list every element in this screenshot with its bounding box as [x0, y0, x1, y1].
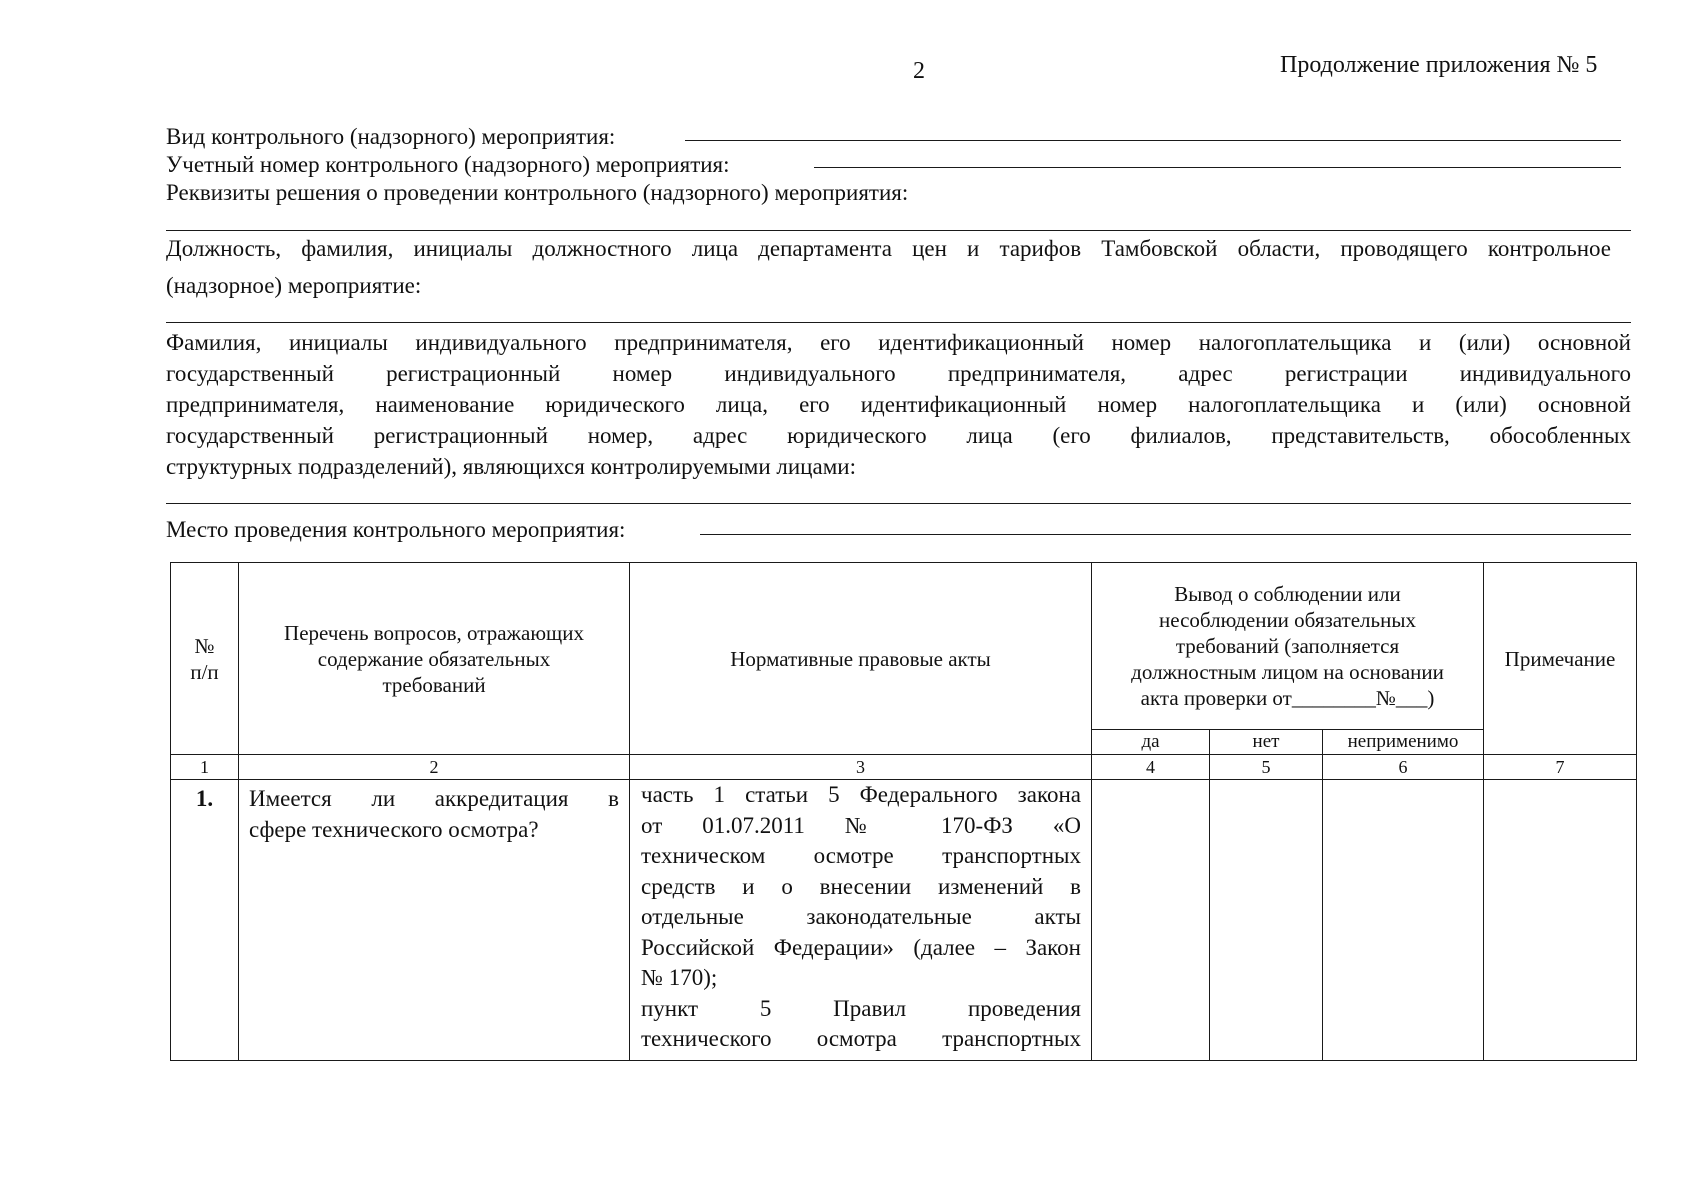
- event-type-line[interactable]: [685, 140, 1621, 141]
- controlled-label-line3: предпринимателя, наименование юридического лица, его идентификационный номер налогоплательщика и (или) основной: [166, 392, 1631, 417]
- cell-not-applicable[interactable]: [1323, 780, 1484, 1061]
- cell-no[interactable]: [1210, 780, 1323, 1061]
- official-line[interactable]: [166, 322, 1631, 323]
- column-number: 1: [171, 755, 239, 780]
- subheader-yes: да: [1092, 730, 1210, 755]
- controlled-line[interactable]: [166, 503, 1631, 504]
- row-number: 1.: [171, 780, 239, 1061]
- cell-note[interactable]: [1484, 780, 1637, 1061]
- column-number: 4: [1092, 755, 1210, 780]
- controlled-label-line4: государственный регистрационный номер, адрес юридического лица (его филиалов, представительств, обособленных: [166, 423, 1631, 448]
- controlled-label-line1: Фамилия, инициалы индивидуального предпринимателя, его идентификационный номер налогоплательщика и (или) основной: [166, 330, 1631, 355]
- official-label-line2: (надзорное) мероприятие:: [166, 273, 422, 298]
- checklist-table: [170, 562, 1637, 1061]
- column-number: 7: [1484, 755, 1637, 780]
- column-number: 6: [1323, 755, 1484, 780]
- header-questions: Перечень вопросов, отражающих содержание обязательных требований: [239, 563, 630, 755]
- subheader-no: нет: [1210, 730, 1323, 755]
- column-number: 3: [630, 755, 1092, 780]
- event-place-line[interactable]: [700, 534, 1631, 535]
- decision-details-line[interactable]: [166, 230, 1631, 231]
- cell-yes[interactable]: [1092, 780, 1210, 1061]
- controlled-label-line2: государственный регистрационный номер индивидуального предпринимателя, адрес регистрации индивидуального: [166, 361, 1631, 386]
- header-row: [171, 563, 1637, 730]
- page-number: 2: [913, 58, 925, 84]
- column-number: 2: [239, 755, 630, 780]
- column-number: 5: [1210, 755, 1323, 780]
- event-type-label: Вид контрольного (надзорного) мероприятия:: [166, 124, 616, 149]
- subheader-not-applicable: неприменимо: [1323, 730, 1484, 755]
- event-number-label: Учетный номер контрольного (надзорного) мероприятия:: [166, 152, 730, 177]
- row-acts: часть 1 статьи 5 Федерального закона от 01.07.2011 № 170-ФЗ «О техническом осмотре транспортных средств и о внесении изменений в отдельные законодательные акты Российской Федерации» (далее – Закон № 170); пункт 5 Правил проведения технического осмотра транспортных: [630, 780, 1092, 1061]
- appendix-note: Продолжение приложения № 5: [1280, 52, 1598, 78]
- header-note: Примечание: [1484, 563, 1637, 755]
- header-conclusion: Вывод о соблюдении или несоблюдении обязательных требований (заполняется должностным лицом на основании акта проверки от________№___): [1092, 563, 1484, 730]
- event-number-line[interactable]: [814, 167, 1621, 168]
- event-place-label: Место проведения контрольного мероприятия:: [166, 517, 626, 542]
- header-num: № п/п: [171, 563, 239, 755]
- table-row: [171, 780, 1637, 1061]
- header-acts: Нормативные правовые акты: [630, 563, 1092, 755]
- official-label-line1: Должность, фамилия, инициалы должностного лица департамента цен и тарифов Тамбовской области, проводящего контрольное: [166, 236, 1611, 261]
- decision-details-label: Реквизиты решения о проведении контрольного (надзорного) мероприятия:: [166, 180, 909, 205]
- row-question: Имеется ли аккредитация в сфере технического осмотра?: [239, 780, 630, 1061]
- column-number-row: [171, 755, 1637, 780]
- controlled-label-line5: структурных подразделений), являющихся контролируемыми лицами:: [166, 454, 856, 479]
